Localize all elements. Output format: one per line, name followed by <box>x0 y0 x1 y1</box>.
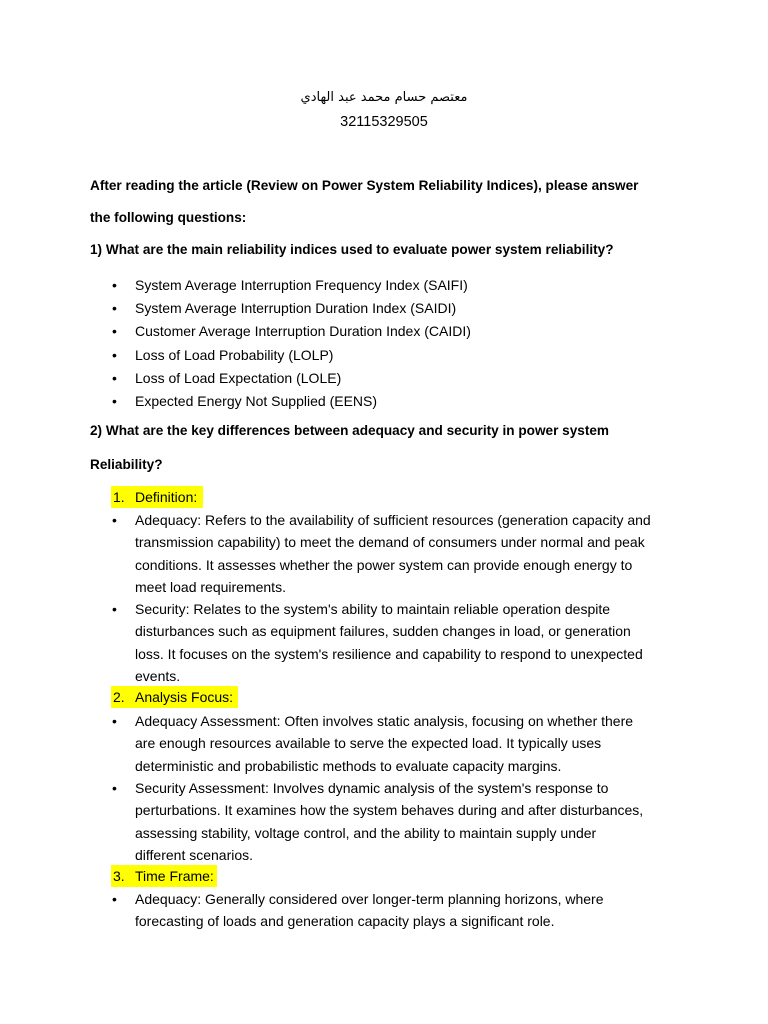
text-line: Adequacy: Generally considered over longer-term planning horizons, where <box>135 891 604 907</box>
text-line: Adequacy: Refers to the availability of sufficient resources (generation capacity and <box>135 512 651 528</box>
text-line: disturbances such as equipment failures, sudden changes in load, or generation <box>135 623 631 640</box>
text-line: loss. It focuses on the system's resilience and capability to respond to unexpected <box>135 645 643 662</box>
list-item: • Adequacy: Generally considered over longer-term planning horizons, where forecasting of loads and generation capacity plays a significant role. <box>112 891 604 930</box>
list-item: • Loss of Load Expectation (LOLE) <box>90 367 690 390</box>
question-2-line-2: Reliability? <box>90 457 163 472</box>
text-line: deterministic and probabilistic methods to evaluate capacity margins. <box>135 757 562 774</box>
text-line: events. <box>135 667 181 684</box>
text-line: forecasting of loads and generation capacity plays a significant role. <box>135 913 555 930</box>
question-1: 1) What are the main reliability indices used to evaluate power system reliability? <box>90 242 614 257</box>
indices-list <box>90 274 690 413</box>
list-item: • Security: Relates to the system's ability to maintain reliable operation despite disturbances such as equipment failures, sudden changes in load, or generation loss. It focuses on the system's resilience and capability to respond to unexpected events. <box>112 601 643 684</box>
list-item: • Security Assessment: Involves dynamic analysis of the system's response to perturbations. It examines how the system behaves during and after disturbances, assessing stability, voltage control, and the ability to maintain supply under different scenarios. <box>112 780 644 863</box>
list-item: • Expected Energy Not Supplied (EENS) <box>90 390 690 413</box>
section-number: 2. <box>113 689 125 705</box>
section-title: Analysis Focus: <box>135 689 234 705</box>
text-line: perturbations. It examines how the system behaves during and after disturbances, <box>135 802 644 819</box>
section-title: Definition: <box>135 489 198 505</box>
text-line: Security Assessment: Involves dynamic analysis of the system's response to <box>135 780 609 796</box>
text-line: different scenarios. <box>135 846 254 863</box>
intro-line-2: the following questions: <box>90 210 247 225</box>
student-id: 32115329505 <box>340 114 428 130</box>
intro-line-1: After reading the article (Review on Power System Reliability Indices), please answer <box>90 178 639 193</box>
text-line: transmission capability) to meet the demand of consumers under normal and peak <box>135 534 645 551</box>
section-title: Time Frame: <box>135 868 214 884</box>
section-number: 1. <box>113 489 125 505</box>
list-item: • Loss of Load Probability (LOLP) <box>90 344 690 367</box>
list-item: • Customer Average Interruption Duration Index (CAIDI) <box>90 320 690 343</box>
text-line: Adequacy Assessment: Often involves static analysis, focusing on whether there <box>135 713 634 729</box>
list-item: • Adequacy: Refers to the availability of sufficient resources (generation capacity and transmission capability) to meet the demand of consumers under normal and peak conditions. It assesses whether the power system can provide enough energy to meet load requirements. <box>112 512 651 595</box>
list-item: • System Average Interruption Frequency Index (SAIFI) <box>90 274 690 297</box>
author-name: معتصم حسام محمد عبد الهادي <box>300 90 468 105</box>
text-line: assessing stability, voltage control, and the ability to maintain supply under <box>135 824 597 841</box>
text-line: meet load requirements. <box>135 578 286 595</box>
question-2-line-1: 2) What are the key differences between adequacy and security in power system <box>90 423 610 438</box>
text-line: conditions. It assesses whether the power system can provide enough energy to <box>135 556 633 573</box>
list-item: • System Average Interruption Duration Index (SAIDI) <box>90 297 690 320</box>
section-number: 3. <box>113 868 125 884</box>
text-line: Security: Relates to the system's ability to maintain reliable operation despite <box>135 601 611 617</box>
list-item: • Adequacy Assessment: Often involves static analysis, focusing on whether there are enough resources available to serve the expected load. It typically uses deterministic and probabilistic methods to evaluate capacity margins. <box>112 713 634 774</box>
text-line: are enough resources available to serve the expected load. It typically uses <box>135 735 602 752</box>
